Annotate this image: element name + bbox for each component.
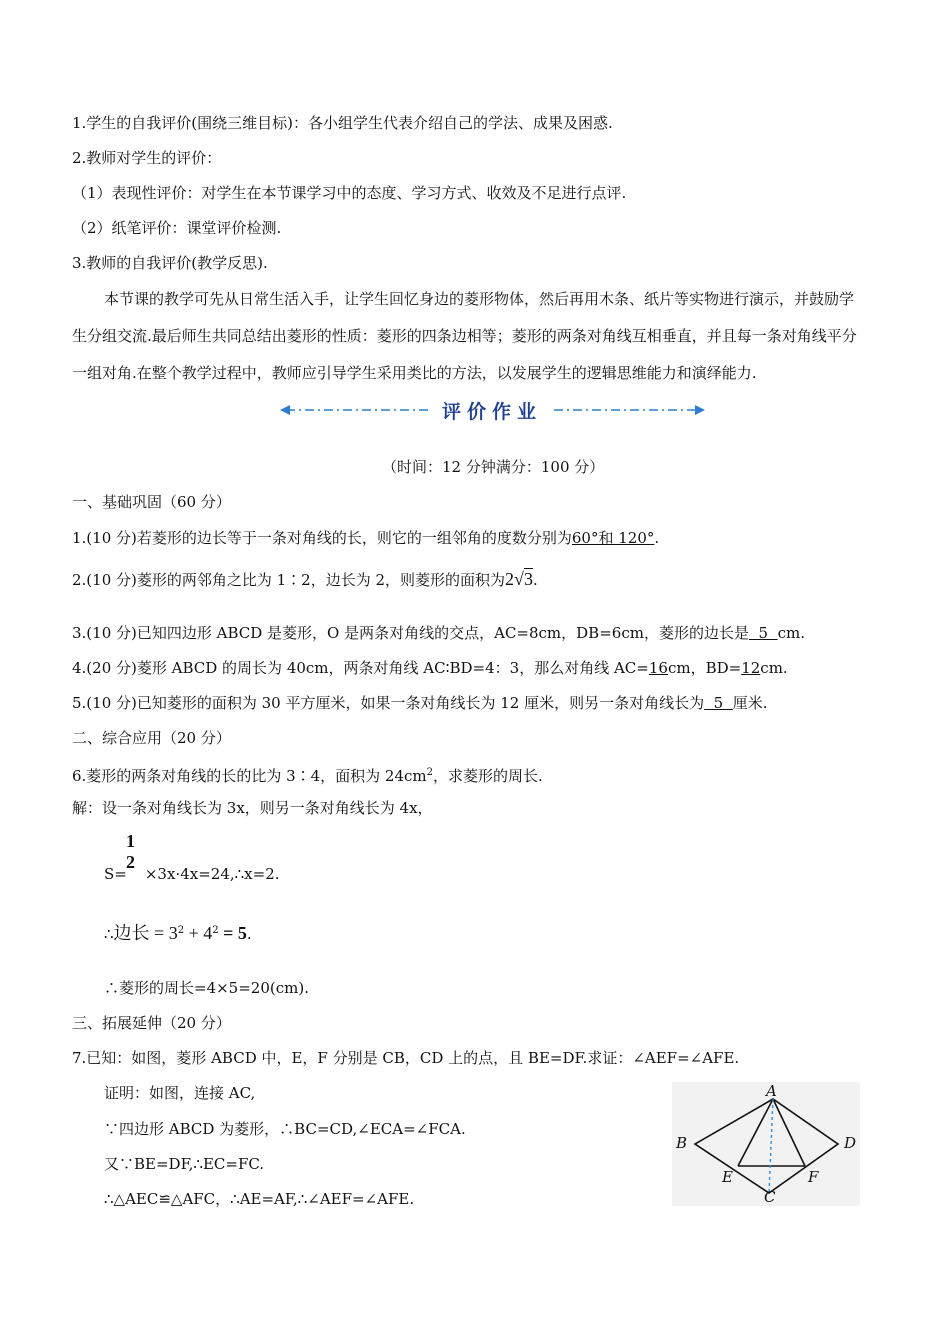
question-1-answer: 60°和 120°: [571, 529, 655, 547]
equals-sign: =: [149, 923, 169, 943]
proof-line-2: ∵四边形 ABCD 为菱形，∴BC=CD,∠ECA=∠FCA.: [104, 1120, 466, 1138]
time-note: （时间：12 分钟满分：100 分）: [382, 458, 605, 476]
question-4-end: cm.: [760, 659, 788, 677]
question-4-answer-ac: 16: [648, 659, 668, 677]
solution-3-end: .: [246, 925, 252, 943]
section-1-title: 一、基础巩固（60 分）: [72, 493, 231, 511]
result-value: = 5: [218, 923, 247, 943]
intro-line-4: （2）纸笔评价：课堂评价检测.: [72, 219, 282, 237]
plus-sign: +: [184, 923, 204, 943]
solution-2-rest: ×3x·4x=24,∴x=2.: [144, 865, 280, 883]
banner-title: 评价作业: [433, 396, 551, 424]
question-2: [72, 566, 538, 593]
question-6: [72, 763, 543, 786]
question-3-text: 3.(10 分)已知四边形 ABCD 是菱形，O 是两条对角线的交点，AC=8cm，DB=6cm，菱形的边长是: [72, 624, 749, 642]
label-c: C: [764, 1188, 776, 1206]
question-6-sup: 2: [426, 767, 434, 778]
intro-line-3: （1）表现性评价：对学生在本节课学习中的态度、学习方式、收效及不足进行点评.: [72, 184, 627, 202]
solution-2-prefix: S=: [104, 865, 127, 883]
label-e: E: [722, 1168, 733, 1186]
reflection-line-3: 一组对角.在整个教学过程中，教师应引导学生采用类比的方法，以发展学生的逻辑思维能力和演绎能力.: [72, 364, 757, 382]
solution-line-1: 解：设一条对角线长为 3x，则另一条对角线长为 4x，: [72, 799, 433, 817]
intro-line-1: 1.学生的自我评价(围绕三维目标)：各小组学生代表介绍自己的学法、成果及困惑.: [72, 114, 613, 132]
question-3-answer: 5: [748, 624, 778, 642]
question-2-text: 2.(10 分)菱形的两邻角之比为 1∶2，边长为 2，则菱形的面积为: [72, 571, 506, 589]
term-a: 3: [168, 923, 178, 943]
fraction-numerator: 1: [126, 831, 135, 851]
question-4-mid: cm，BD=: [667, 659, 742, 677]
segment-af: [773, 1099, 805, 1166]
proof-line-4: ∴△AEC≌△AFC，∴AE=AF,∴∠AEF=∠AFE.: [104, 1190, 415, 1208]
question-4-answer-bd: 12: [741, 659, 761, 677]
label-a: A: [766, 1082, 777, 1100]
solution-line-4: ∴菱形的周长=4×5=20(cm).: [104, 979, 309, 997]
solution-line-3: [104, 918, 252, 947]
section-2-title: 二、综合应用（20 分）: [72, 729, 231, 747]
question-1-end: .: [654, 529, 660, 547]
reflection-line-2: 生分组交流.最后师生共同总结出菱形的性质：菱形的四条边相等；菱形的两条对角线互相垂直，并且每一条对角线平分: [72, 327, 857, 345]
question-2-end: .: [532, 571, 538, 589]
rhombus-figure: [672, 1082, 860, 1206]
question-2-answer: [505, 569, 533, 589]
question-6-end: ，求菱形的周长.: [433, 767, 543, 785]
question-4-text: 4.(20 分)菱形 ABCD 的周长为 40cm，两条对角线 AC∶BD=4：3，那么对角线 AC=: [72, 659, 649, 677]
side-length-label: 边长: [113, 923, 150, 944]
question-4: [72, 658, 788, 678]
proof-line-1: 证明：如图，连接 AC,: [104, 1084, 256, 1102]
question-5-answer: 5: [704, 694, 733, 712]
term-b-exp: 2: [212, 925, 219, 936]
question-5-text: 5.(10 分)已知菱形的面积为 30 平方厘米，如果一条对角线长为 12 厘米，则另一条对角线长为: [72, 694, 705, 712]
question-3: [72, 623, 805, 643]
answer-coef: 2: [505, 569, 515, 589]
intro-line-2: 2.教师对学生的评价：: [72, 149, 222, 167]
section-3-title: 三、拓展延伸（20 分）: [72, 1014, 231, 1032]
question-3-end: cm.: [777, 624, 805, 642]
label-f: F: [808, 1168, 819, 1186]
diagonal-ac: [769, 1099, 773, 1193]
reflection-line-1: 本节课的教学可先从日常生活入手，让学生回忆身边的菱形物体，然后再用木条、纸片等实物进行演示，并鼓励学: [104, 290, 855, 308]
proof-line-3: 又∵BE=DF,∴EC=FC.: [104, 1155, 265, 1173]
question-1-text: 1.(10 分)若菱形的边长等于一条对角线的长，则它的一组邻角的度数分别为: [72, 529, 572, 547]
therefore-symbol: ∴: [104, 925, 114, 943]
sqrt-radical: √3: [514, 569, 533, 589]
question-5: [72, 693, 768, 713]
sqrt-radicand: 3: [523, 569, 533, 589]
label-b: B: [676, 1134, 688, 1152]
term-b: 4: [203, 923, 213, 943]
question-5-end: 厘米.: [732, 694, 768, 712]
question-7: 7.已知：如图，菱形 ABCD 中，E，F 分别是 CB，CD 上的点，且 BE=DF.求证：∠AEF=∠AFE.: [72, 1049, 740, 1067]
solution-line-2: [104, 864, 280, 884]
section-banner: [278, 396, 708, 424]
question-1: [72, 528, 659, 548]
fraction-denominator: 2: [126, 852, 135, 872]
label-d: D: [844, 1134, 857, 1152]
question-6-text: 6.菱形的两条对角线的长的比为 3∶4，面积为 24cm: [72, 767, 427, 785]
term-a-exp: 2: [177, 925, 185, 936]
intro-line-5: 3.教师的自我评价(教学反思).: [72, 254, 268, 272]
